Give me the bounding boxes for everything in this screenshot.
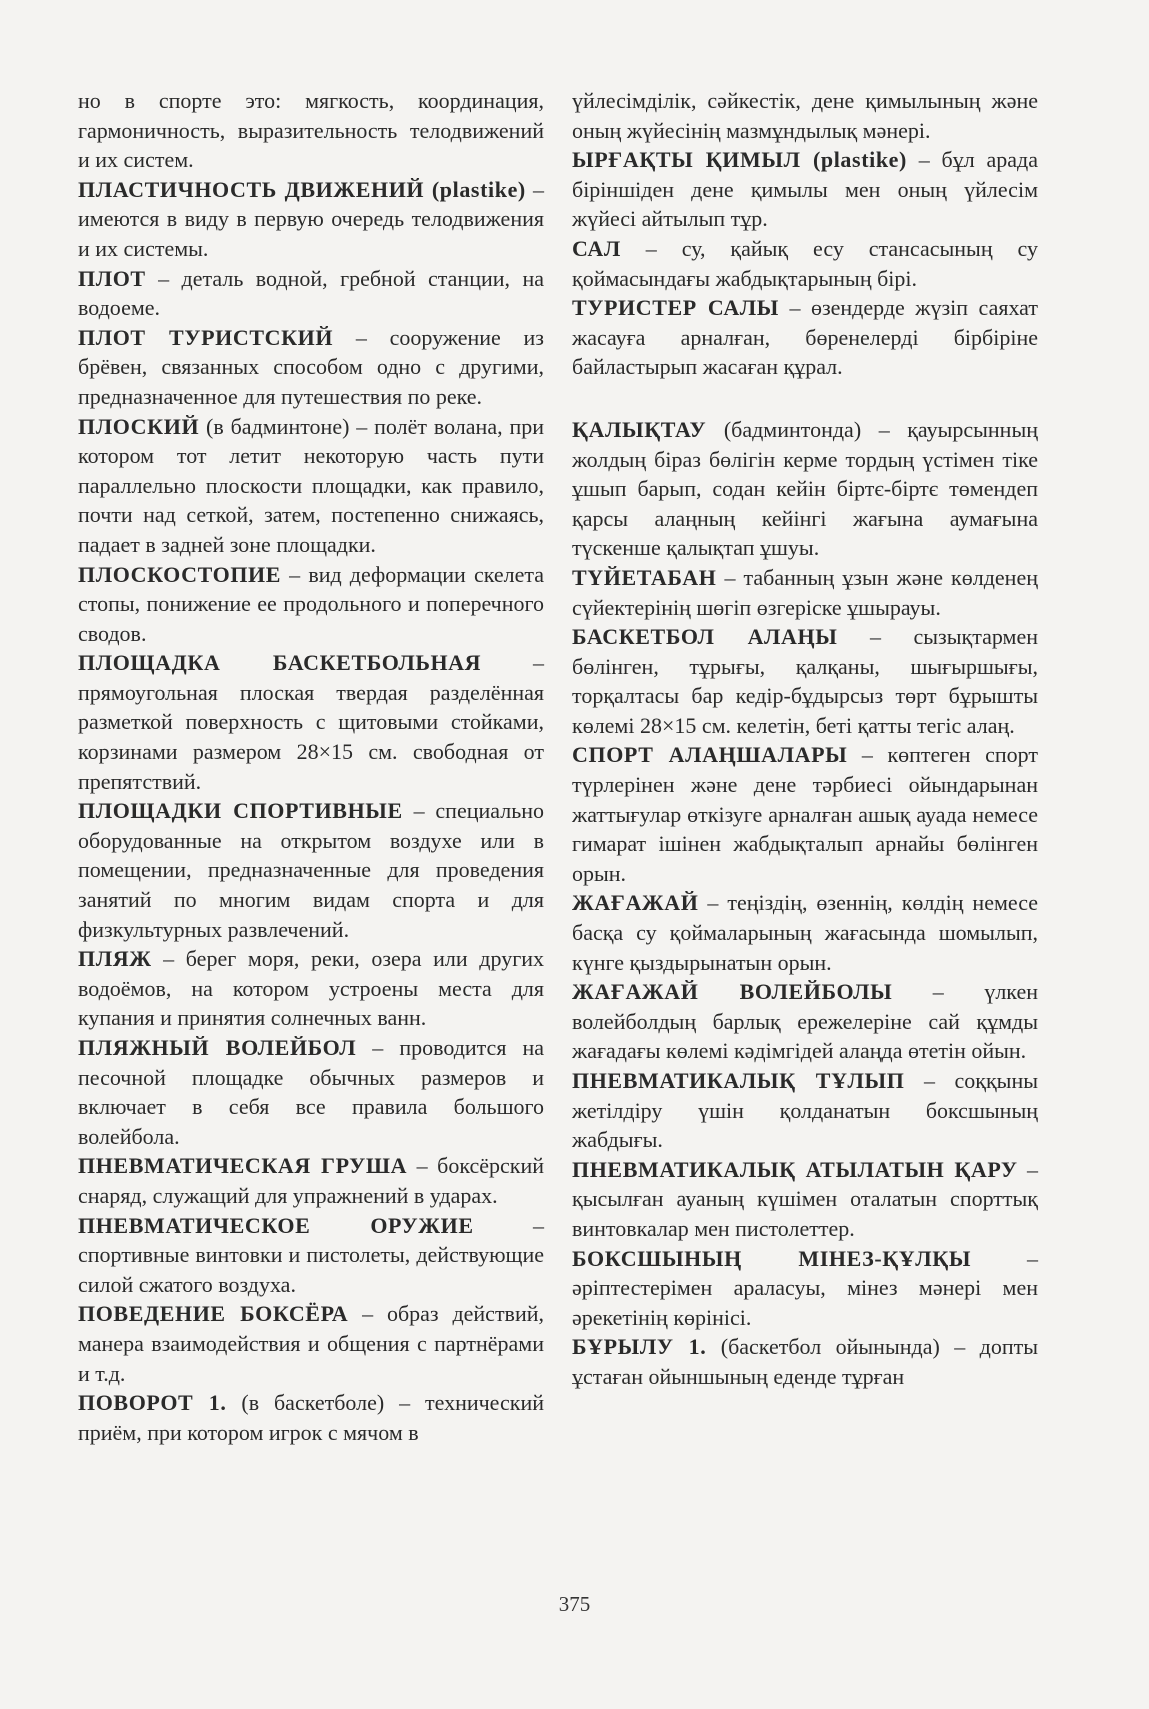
entry-term: ПЛОЩАДКА БАСКЕТБОЛЬНАЯ [78,650,482,676]
entry-term: ПЛОТ [78,265,146,291]
entry-definition: (в бадминтоне) – полёт волана, при котором тот летит некоторую часть пути параллельно плоскости площадки, как правило, почти над сеткой, затем, постепенно снижаясь, падает в задней зоне площадки. [78,413,544,557]
entry-term: ҚАЛЫҚТАУ [572,416,707,442]
entry-definition: – өзендерде жүзіп саяхат жасауға арналған, бөренелерді бірбіріне байластырып жасаған құрал. [572,295,1038,380]
dictionary-entry [572,1332,1038,1391]
entry-term: ПЛОСКИЙ [78,413,200,439]
dictionary-entry [78,560,544,649]
entry-term: ПЛОТ ТУРИСТСКИЙ [78,324,334,350]
entry-definition: – сызықтармен бөлінген, тұрығы, қалқаны, шығыршығы, торқалтасы бар кедір-бұдырсыз төрт бұрышты көлемі 28×15 см. келетін, беті қатты тегіс алаң. [572,624,1038,738]
entry-definition: – әріптестерімен араласуы, мінез мәнері мен әрекетінің көрінісі. [572,1245,1038,1330]
dictionary-entry [572,145,1038,234]
entry-term: ПОВЕДЕНИЕ БОКСЁРА [78,1301,349,1327]
entry-definition: – теңіздің, өзеннің, көлдің немесе басқа су қоймаларының жағасында шомылып, күнге қыздырынатын орын. [572,890,1038,975]
entry-definition: – прямоугольная плоская твердая разделённая разметкой поверхность с щитовыми стойками, корзинами размером 28×15 см. свободная от препятствий. [78,650,544,794]
dictionary-entry [78,1033,544,1151]
entry-term: ТҮЙЕТАБАН [572,564,717,590]
entry-definition: (бадминтонда) – қауырсынның жолдың біраз бөлігін керме тордың үстімен тіке ұшып барып, содан кейін біртє-біртє төмендеп қарсы алаңның кейінгі жағына аумағына түскенше қалықтап ұшуы. [572,416,1038,561]
dictionary-entry [572,977,1038,1066]
dictionary-entry [78,86,544,175]
dictionary-entry [572,563,1038,622]
entry-term: ПОВОРОТ 1. [78,1390,227,1416]
dictionary-entry [78,648,544,796]
entry-term: БАСКЕТБОЛ АЛАҢЫ [572,624,838,650]
entry-definition: – су, қайық есу стансасының су қоймасындағы жабдықтарының бірі. [572,235,1038,291]
dictionary-entry [78,1151,544,1210]
page-number: 375 [558,1592,591,1616]
dictionary-entry [572,234,1038,293]
entry-definition: – берег моря, реки, озера или других водоёмов, на котором устроены места для купания и принятия солнечных ванн. [78,946,544,1031]
entry-definition: – специально оборудованные на открытом воздухе или в помещении, предназначенные для проведения занятий по многим видам спорта и для физкультурных развлечений. [78,798,545,942]
dictionary-entry [78,175,544,264]
entry-term: ПЛАСТИЧНОСТЬ ДВИЖЕНИЙ (plastike) [78,176,526,202]
entry-definition: – вид деформации скелета стопы, понижение ее продольного и поперечного сводов. [78,561,544,646]
dictionary-entry [78,323,544,412]
entry-term: ТУРИСТЕР САЛЫ [572,295,779,321]
dictionary-entry [78,1388,544,1447]
entry-term: ЖАҒАЖАЙ ВОЛЕЙБОЛЫ [572,979,893,1005]
left-column-russian [78,86,544,1447]
entry-term: ПНЕВМАТИКАЛЫҚ АТЫЛАТЫН ҚАРУ [572,1156,1018,1182]
dictionary-entry [572,740,1038,888]
entry-definition: (в баскетболе) – технический приём, при котором игрок с мячом в [78,1390,544,1445]
dictionary-entry [78,944,544,1033]
entry-definition: үйлесімділік, сәйкестік, дене қимылының және оның жүйесінің мазмұндылық мәнері. [572,88,1038,143]
entry-spacer [572,382,1038,415]
entry-term: ЖАҒАЖАЙ [572,890,699,916]
entry-term: ПНЕВМАТИКАЛЫҚ ТҰЛЫП [572,1068,905,1093]
entry-definition: – имеются в виду в первую очередь телодвижения и их системы. [78,176,545,261]
entry-term: САЛ [572,235,621,261]
dictionary-entry [78,1211,544,1300]
dictionary-entry [78,796,544,944]
entry-definition: – үлкен волейболдың барлық ережелеріне сай құмды жағадағы көлемі кәдімгідей алаңда өтетін ойын. [572,979,1038,1064]
entry-term: ЫРҒАҚТЫ ҚИМЫЛ (plastike) [572,147,907,173]
entry-term: ПНЕВМАТИЧЕСКОЕ ОРУЖИЕ [78,1212,474,1238]
dictionary-entry [572,1155,1038,1244]
dictionary-entry [78,1299,544,1388]
entry-term: ПНЕВМАТИЧЕСКАЯ ГРУША [78,1153,408,1179]
entry-term: БОКСШЫНЫҢ МІНЕЗ-ҚҰЛҚЫ [572,1245,972,1271]
entry-term: ПЛЯЖНЫЙ ВОЛЕЙБОЛ [78,1035,357,1060]
entry-term: СПОРТ АЛАҢШАЛАРЫ [572,742,848,768]
entry-definition: – соққыны жетілдіру үшін қолданатын боксшының жабдығы. [572,1068,1038,1153]
entry-term: ПЛОСКОСТОПИЕ [78,561,282,587]
entry-definition: – бұл арада біріншіден дене қимылы мен оның үйлесім жүйесі айтылып тұр. [572,147,1038,232]
entry-definition: – спортивные винтовки и пистолеты, действующие силой сжатого воздуха. [78,1212,545,1297]
entry-definition: – көптеген спорт түрлерінен және дене тәрбиесі ойындарынан жаттығулар өткізуге арналған ашық ауада немесе гимарат ішінен жабдықталып арнайы бөлінген орын. [572,742,1038,886]
dictionary-entry [78,264,544,323]
entry-term: ПЛЯЖ [78,946,152,972]
dictionary-entry [572,622,1038,740]
dictionary-entry [572,1244,1038,1333]
entry-definition: (баскетбол ойынында) – допты ұстаған ойыншының еденде тұрған [572,1334,1038,1389]
entry-term: БҰРЫЛУ 1. [572,1334,707,1360]
entry-definition: – табанның ұзын және көлденең сүйектерінің шөгіп өзгеріске ұшырауы. [572,564,1038,620]
dictionary-entry [572,293,1038,382]
entry-definition: – проводится на песочной площадке обычных размеров и включает в себя все правила большого волейбола. [78,1035,544,1149]
dictionary-entry [572,415,1038,563]
right-column-kazakh [572,86,1038,1392]
entry-definition: – сооружение из брёвен, связанных способом одно с другими, предназначенное для путешествия по реке. [78,324,544,409]
entry-definition: но в спорте это: мягкость, координация, гармоничность, выразительность телодвижений и их систем. [78,88,544,173]
entry-definition: – қысылған ауаның күшімен оталатын спорттық винтовкалар мен пистолеттер. [572,1156,1039,1241]
entry-definition: – боксёрский снаряд, служащий для упражнений в ударах. [78,1153,544,1208]
dictionary-entry [572,1066,1038,1155]
entry-definition: – деталь водной, гребной станции, на водоеме. [78,265,544,321]
dictionary-entry [572,888,1038,977]
entry-definition: – образ действий, манера взаимодействия и общения с партнёрами и т.д. [78,1301,544,1386]
dictionary-entry [572,86,1038,145]
entry-term: ПЛОЩАДКИ СПОРТИВНЫЕ [78,798,403,824]
dictionary-entry [78,412,544,560]
